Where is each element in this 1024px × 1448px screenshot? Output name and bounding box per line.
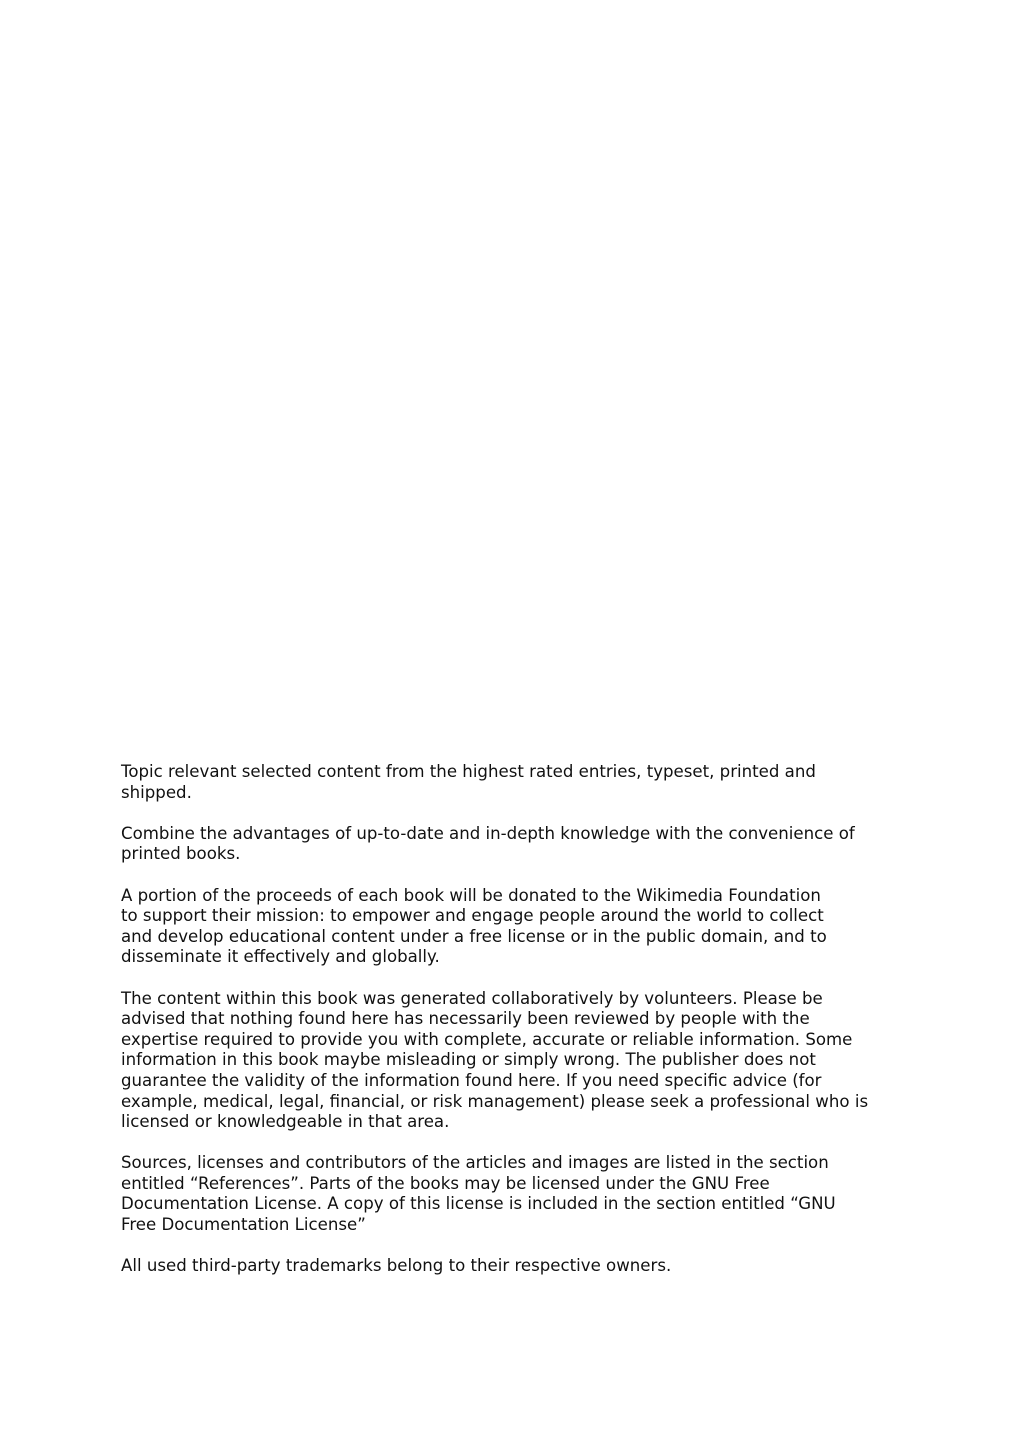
text-line: All used third-party trademarks belong to their respective owners.: [121, 1256, 672, 1276]
paragraph-combine-advantages: [121, 824, 911, 865]
text-line: advised that nothing found here has necessarily been reviewed by people with the: [121, 1009, 810, 1029]
text-line: A portion of the proceeds of each book will be donated to the Wikimedia Foundation: [121, 885, 821, 905]
text-line: Documentation License. A copy of this license is included in the section entitled “GNU: [121, 1194, 836, 1214]
text-line: to support their mission: to empower and engage people around the world to collect: [121, 906, 824, 926]
paragraph-trademarks: [121, 1256, 911, 1277]
text-line: Combine the advantages of up-to-date and in-depth knowledge with the convenience of: [121, 823, 855, 843]
text-line: printed books.: [121, 844, 241, 864]
text-line: Topic relevant selected content from the highest rated entries, typeset, printed and: [121, 762, 816, 781]
paragraph-content-disclaimer: [121, 989, 911, 1133]
text-line: shipped.: [121, 782, 192, 802]
paragraph-topic-relevant: [121, 762, 911, 803]
text-line: guarantee the validity of the information found here. If you need specific advice (for: [121, 1070, 822, 1090]
notice-text-block: [121, 762, 911, 1297]
text-line: entitled “References”. Parts of the books may be licensed under the GNU Free: [121, 1173, 770, 1193]
text-line: and develop educational content under a free license or in the public domain, and to: [121, 926, 827, 946]
text-line: example, medical, legal, financial, or risk management) please seek a professional who is: [121, 1091, 869, 1111]
text-line: expertise required to provide you with complete, accurate or reliable information. Some: [121, 1029, 853, 1049]
text-line: The content within this book was generated collaboratively by volunteers. Please be: [121, 988, 823, 1008]
text-line: Sources, licenses and contributors of the articles and images are listed in the section: [121, 1153, 829, 1173]
text-line: disseminate it effectively and globally.: [121, 947, 440, 967]
text-line: licensed or knowledgeable in that area.: [121, 1112, 450, 1132]
text-line: Free Documentation License”: [121, 1215, 366, 1235]
paragraph-sources-licenses: [121, 1153, 911, 1235]
paragraph-proceeds-donation: [121, 886, 911, 968]
text-line: information in this book maybe misleading or simply wrong. The publisher does not: [121, 1050, 816, 1070]
